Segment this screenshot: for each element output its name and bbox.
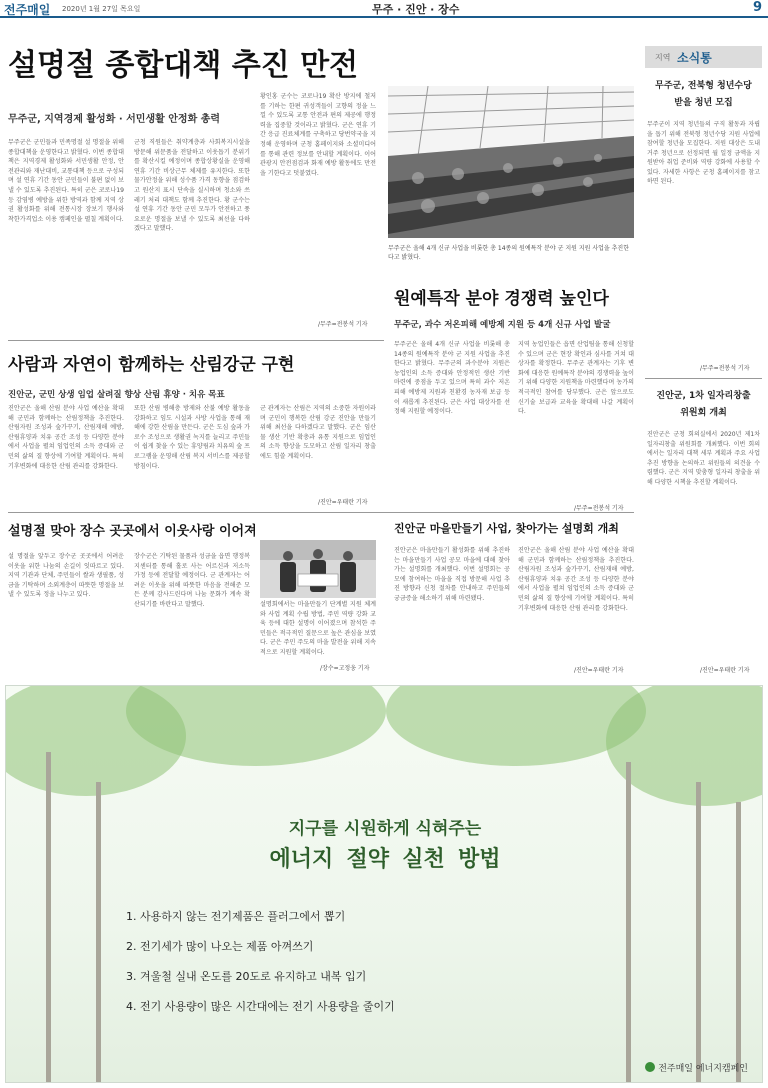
issue-date: 2020년 1월 27일 목요일 [62, 5, 141, 13]
article1-col2: 군청 직원들은 취약계층과 사회복지시설을 방문해 위문품을 전달하고 이웃돕기 분위기를 확산시킬 예정이며 종합상황실을 운영해 연휴 기간 비상근무 체제를 유지한다. 또한 물가안정을 위해 성수품 가격 동향을 점검하고 원산지 표시 단속을 실시하며 청소와 쓰레기 처리 대책도 함께 추진한다. 황 군수는 설 연휴 기간 동안 군민 모두가 안전하고 풍요로운 명절을 보낼 수 있도록 최선을 다하겠다고 말했다. [134, 139, 250, 233]
energy-tip-3: 3. 겨울철 실내 온도를 20도로 유지하고 내복 입기 [126, 970, 367, 983]
sidebar-item1-body: 무주군이 지역 청년들의 구직 활동과 자립을 돕기 위해 전북형 청년수당 지원 사업에 참여할 청년을 모집한다. 지원 대상은 도내 거주 청년으로 선정되면 월 일정 금액을 지원받아 취업 준비와 역량 강화에 사용할 수 있다. 자세한 사항은 군청 홈페이지를 참고하면 된다. [647, 121, 760, 185]
sidebar-item2-title-line1: 진안군, 1차 일자리창출 [656, 391, 751, 401]
energy-title-line1: 지구를 시원하게 식혀주는 [288, 819, 482, 839]
article2-headline: 원예특작 분야 경쟁력 높인다 [394, 289, 609, 309]
article5-col1: 설 명절을 앞두고 장수군 곳곳에서 어려운 이웃을 위한 나눔의 손길이 잇따르고 있다. 지역 기관과 단체, 주민들이 쌀과 생필품, 성금을 기탁하며 소외계층이 따뜻한 명절을 보낼 수 있도록 정을 나누고 있다. [8, 553, 124, 599]
article4-headline: 진안군 마을만들기 사업, 찾아가는 설명회 개최 [394, 522, 619, 535]
article5-headline: 설명절 맞아 장수 곳곳에서 이웃사랑 이어져 [8, 524, 257, 539]
sidebar-item1-title [645, 78, 762, 112]
article1-col3: 황인홍 군수는 코로나19 확산 방지에 철저를 기하는 한편 귀성객들이 고향의 정을 느낄 수 있도록 교통 안전과 편의 제공에 행정력을 집중할 것이라고 밝혔다. 군은 연휴 기간 응급 진료체계를 구축하고 당번약국을 지정해 운영하며 군청 홈페이지와 소셜미디어를 통해 관련 정보를 안내할 계획이다. 이어 관광지 안전점검과 화재 예방 활동에도 만전을 기한다고 덧붙였다. [260, 93, 376, 177]
divider [8, 512, 634, 513]
sidebar-item1-title-line2: 받을 청년 모집 [674, 98, 733, 108]
newspaper-logo: 전주매일 [4, 3, 51, 17]
donation-photo [260, 540, 376, 598]
article1-col1: 무주군은 군민들과 민족명절 설 명절을 위해 종합대책을 운영한다고 밝혔다. 이번 종합대책은 지역경제 활성화와 서민생활 안정, 안전관리와 재난대비, 교통대책 등으로 구성되며 설 연휴 기간 동안 군민들이 불편 없이 보낼 수 있도록 추진된다. 특히 군은 코로나19 등 감염병 예방을 위한 방역과 함께 지역 상권 활성화를 위해 전통시장 장보기 행사와 착한가격업소 이용 캠페인을 펼칠 계획이다. [8, 139, 124, 223]
article3-col2: 또한 산림 병해충 방제와 산불 예방 활동을 강화하고 임도 시설과 사방 사업을 통해 재해에 강한 산림을 만든다. 군은 도심 숲과 가로수 조성으로 생활권 녹지를 늘리고 주민들이 쉽게 찾을 수 있는 휴양림과 치유의 숲 프로그램을 운영해 산림 복지 서비스를 제공할 방침이다. [134, 405, 250, 470]
sidebar-item2-body: 진안군은 군청 회의실에서 2020년 제1차 일자리창출 위원회를 개최했다. 이번 회의에서는 일자리 대책 세부 계획과 주요 사업 추진 방향을 논의하고 위원들의 의견을 수렴했다. 군은 지역 맞춤형 일자리 창출을 위해 다양한 시책을 추진할 계획이다. [647, 431, 760, 486]
article4-col1: 진안군은 마을만들기 활성화를 위해 추진하는 마을만들기 사업 공모 마을에 대해 찾아가는 설명회를 개최했다. 이번 설명회는 공모에 참여하는 마을을 직접 방문해 사업 추진 방향과 신청 절차를 안내하고 주민들의 궁금증을 해소하기 위해 마련됐다. [394, 547, 510, 602]
article2-col1: 무주군은 올해 4개 신규 사업을 비롯해 총 14종의 원예특작 분야 군 지원 사업을 추진한다고 밝혔다. 무주군의 과수분야 지원은 농업인의 소득 증대와 안정적인 생산 기반 마련에 중점을 두고 있으며 특히 과수 저온피해 예방제 지원과 친환경 농자재 보급 등이 새롭게 추진된다. 군은 사업 대상자를 선정해 지원할 예정이다. [394, 341, 510, 416]
sidebar-item2-title-line2: 위원회 개최 [680, 408, 727, 418]
article3-col1: 진안군은 올해 산림 분야 사업 예산을 확대해 군민과 함께하는 산림정책을 추진한다. 산림자원 조성과 숲가꾸기, 산림재해 예방, 산림휴양과 치유 공간 조성 등 다양한 분야에서 사업을 펼쳐 임업인의 소득 증대와 군민의 삶의 질 향상에 기여할 계획이다. 특히 기후변화에 대응한 산림 관리를 강화한다. [8, 405, 124, 470]
page-number: 9 [752, 0, 762, 15]
sidebar-item2-title [645, 388, 762, 422]
divider [645, 378, 762, 379]
article3-col3: 군 관계자는 산림은 지역의 소중한 자원이라며 군민이 행복한 산림 강군 진안을 만들기 위해 최선을 다하겠다고 말했다. 군은 임산물 생산 기반 확충과 유통 지원으로 임업인의 소득 향상을 도모하고 산림 일자리 창출에도 힘쓸 계획이다. [260, 405, 376, 460]
article5-col2: 장수군은 기탁된 물품과 성금을 읍면 행정복지센터를 통해 홀로 사는 어르신과 저소득 가정 등에 전달할 예정이다. 군 관계자는 어려운 이웃을 위해 따뜻한 마음을 전해준 모든 분께 감사드린다며 나눔 문화가 계속 확산되기를 바란다고 말했다. [134, 553, 250, 608]
tree-trunk [626, 762, 631, 1082]
masthead [0, 0, 768, 18]
sidebar-title-box [645, 46, 762, 68]
globe-icon [645, 1062, 655, 1072]
energy-tip-4: 4. 전기 사용량이 많은 시간대에는 전기 사용량을 줄이기 [126, 1000, 395, 1013]
energy-campaign-ad [5, 685, 763, 1083]
divider [8, 340, 384, 341]
energy-brand-text: 전주매일 에너지캠페인 [658, 1064, 748, 1074]
section-title: 무주 · 진안 · 장수 [372, 3, 460, 16]
sidebar-item1-title-line1: 무주군, 전북형 청년수당 [655, 81, 752, 91]
article2-col2: 지역 농업인들은 읍면 산업팀을 통해 신청할 수 있으며 군은 현장 확인과 심사를 거쳐 대상자를 확정한다. 무주군 관계자는 기후 변화에 대응한 원예특작 분야의 경쟁력을 높이기 위해 다양한 지원책을 마련했다며 농가의 적극적인 참여를 당부했다. 군은 앞으로도 신기술 보급과 교육을 확대해 나갈 계획이다. [518, 341, 634, 416]
article2-byline: /무주=전봉석 기자 [574, 505, 624, 512]
article4-col2: 진안군은 올해 산림 분야 사업 예산을 확대해 군민과 함께하는 산림정책을 추진한다. 산림자원 조성과 숲가꾸기, 산림재해 예방, 산림휴양과 치유 공간 조성 등 다양한 분야에서 사업을 펼쳐 임업인의 소득 증대와 군민의 삶의 질 향상에 기여할 계획이다. 특히 기후변화에 대응한 산림 관리를 강화한다. [518, 547, 634, 612]
sidebar-item2-byline: /진안=우태란 기자 [700, 667, 750, 674]
sidebar-item1-byline: /무주=전봉석 기자 [700, 365, 750, 372]
article3-headline: 사람과 자연이 함께하는 산림강군 구현 [8, 355, 295, 375]
tree-trunk [46, 752, 51, 1082]
article5-col3: 설명회에서는 마을만들기 단계별 지원 체계와 사업 계획 수립 방법, 주민 역량 강화 교육 등에 대한 설명이 이어졌으며 참석한 주민들은 적극적인 질문으로 높은 관심을 보였다. 군은 주민 주도의 마을 발전을 위해 지속적으로 지원할 계획이다. [260, 601, 376, 656]
energy-tip-1: 1. 사용하지 않는 전기제품은 플러그에서 뽑기 [126, 910, 346, 923]
greenhouse-photo [388, 86, 634, 238]
article1-byline: /무주=전봉석 기자 [318, 321, 368, 328]
article1-subhead: 무주군, 지역경제 활성화 · 서민생활 안정화 총력 [8, 114, 221, 125]
sidebar-label-big: 소식통 [677, 51, 712, 65]
article4-byline: /진안=우태란 기자 [574, 667, 624, 674]
energy-tip-2: 2. 전기세가 많이 나오는 제품 아껴쓰기 [126, 940, 314, 953]
sidebar-label-small: 지역 [655, 53, 671, 62]
article5-byline: /장수=고정웅 기자 [320, 665, 370, 672]
article3-byline: /진안=우태란 기자 [318, 499, 368, 506]
energy-title-line2: 에너지 절약 실천 방법 [269, 847, 501, 872]
article1-headline: 설명절 종합대책 추진 만전 [8, 48, 359, 83]
energy-campaign-brand [645, 1061, 748, 1074]
article3-subhead: 진안군, 군민 상생 임업 살려질 향상 산림 휴양 · 치유 목표 [8, 390, 225, 400]
article2-subhead: 무주군, 과수 저온피해 예방제 지원 등 4개 신규 사업 발굴 [394, 320, 611, 330]
greenhouse-caption: 무주군은 올해 4개 신규 사업을 비롯한 총 14종의 원예특작 분야 군 지원 지원 사업을 추진한다고 밝혔다. [388, 245, 630, 261]
